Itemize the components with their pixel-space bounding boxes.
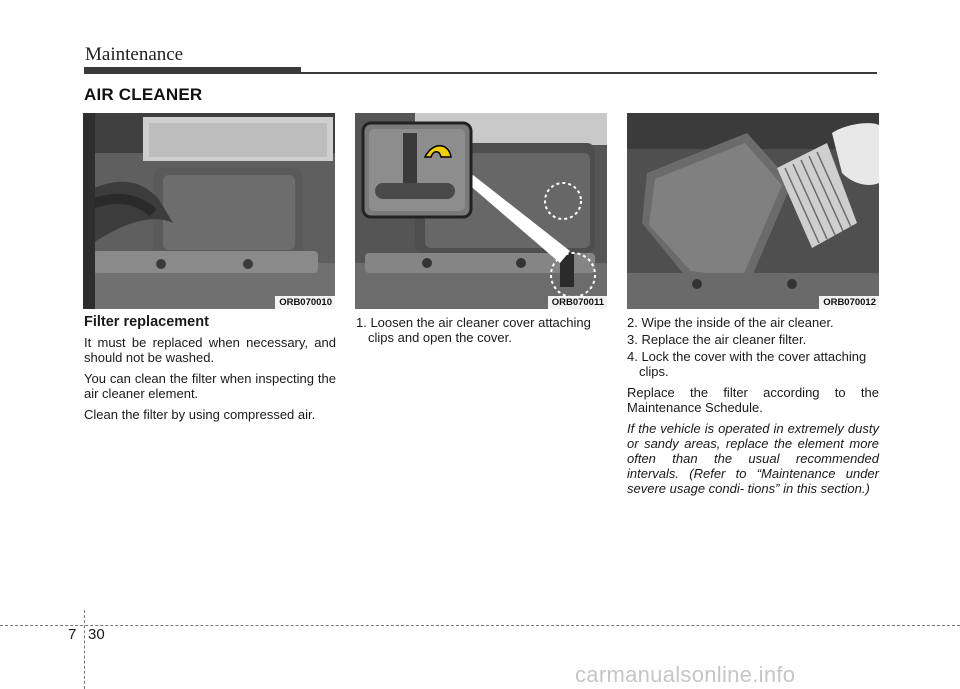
cover-clips-image <box>355 113 607 309</box>
subheading-filter-replacement: Filter replacement <box>84 314 209 330</box>
step-item: 2. Wipe the inside of the air cleaner. <box>627 315 834 330</box>
figure-filter-replacement <box>627 113 879 309</box>
header-rule-thin <box>84 72 877 74</box>
filter-replacement-image <box>627 113 879 309</box>
chapter-number: 7 <box>68 626 77 643</box>
column-steps-1 <box>356 315 608 347</box>
figure-code: ORB070010 <box>275 296 335 309</box>
paragraph: Replace the filter according to the Maintenance Schedule. <box>627 385 879 415</box>
figure-cover-clips <box>355 113 607 309</box>
figure-code: ORB070011 <box>548 296 607 309</box>
figure-air-cleaner-housing <box>83 113 335 309</box>
footer-dashed-rule <box>0 625 960 626</box>
paragraph: It must be replaced when necessary, and should not be washed. <box>84 335 336 365</box>
severe-usage-note: If the vehicle is operated in extremely dusty or sandy areas, replace the element more often than the usual recommended intervals. (Refer to “Maintenance under severe usage condi- tions” in this section.) <box>627 421 879 496</box>
column-steps-2 <box>627 315 879 502</box>
watermark: carmanualsonline.info <box>575 662 796 687</box>
figure-code: ORB070012 <box>819 296 879 309</box>
paragraph: Clean the filter by using compressed air. <box>84 407 316 422</box>
page-number: 30 <box>88 626 105 643</box>
column-filter-replacement <box>84 315 336 428</box>
section-title: AIR CLEANER <box>84 85 203 104</box>
step-item: 4. Lock the cover with the cover attaching clips. <box>627 349 867 379</box>
air-cleaner-housing-image <box>83 113 335 309</box>
step-item: 3. Replace the air cleaner filter. <box>627 332 807 347</box>
paragraph: You can clean the filter when inspecting the air cleaner element. <box>84 371 336 401</box>
footer-vertical-rule <box>84 610 85 689</box>
step-item: 1. Loosen the air cleaner cover attaching clips and open the cover. <box>356 315 591 345</box>
page-header-title: Maintenance <box>85 44 184 65</box>
